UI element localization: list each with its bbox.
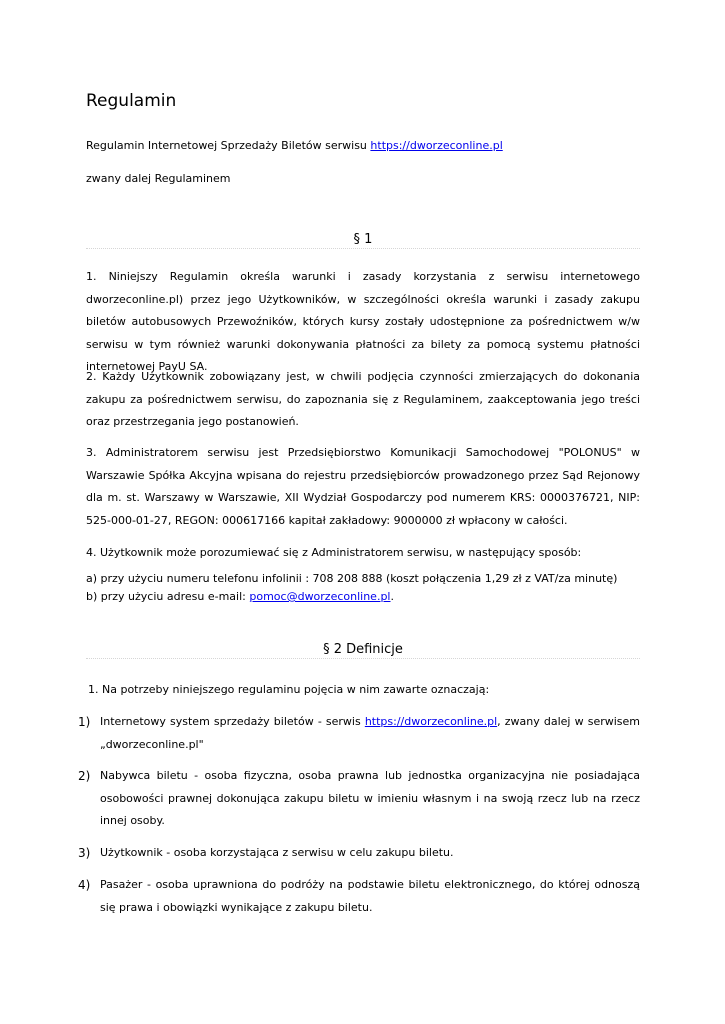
- contact-email-end: .: [390, 590, 394, 603]
- intro-subtitle: zwany dalej Regulaminem: [86, 172, 231, 185]
- definition-text: Użytkownik - osoba korzystająca z serwisu w celu zakupu biletu.: [100, 846, 454, 859]
- contact-email-line: [86, 590, 646, 605]
- definition-item: [78, 874, 640, 919]
- definition-number: 3): [78, 846, 91, 860]
- section-divider: [86, 658, 640, 659]
- definition-item: [78, 711, 640, 756]
- definition-text-part: Internetowy system sprzedaży biletów - serwis: [100, 715, 365, 728]
- section-1-paragraph-3: 3. Administratorem serwisu jest Przedsiębiorstwo Komunikacji Samochodowej "POLONUS" w Warszawie Spółka Akcyjna wpisana do rejestru przedsiębiorców prowadzonego przez Sąd Rejonowy dla m. st. Warszawy w Warszawie, XII Wydział Gospodarczy pod numerem KRS: 0000376721, NIP: 525-000-01-27, REGON: 000617166 kapitał zakładowy: 9000000 zł wpłacony w całości.: [86, 446, 640, 527]
- page-title: Regulamin: [86, 91, 177, 111]
- definition-text-part: , zwany dalej w serwisem „dworzeconline.pl": [100, 715, 640, 751]
- definition-text: Pasażer - osoba uprawniona do podróży na podstawie biletu elektronicznego, do której odnoszą się prawa i obowiązki wynikające z zakupu biletu.: [100, 878, 640, 914]
- contact-phone: a) przy użyciu numeru telefonu infolinii : 708 208 888 (koszt połączenia 1,29 zł z VAT/za minutę): [86, 572, 618, 585]
- section-1-heading: § 1: [353, 232, 373, 247]
- intro-text: Regulamin Internetowej Sprzedaży Biletów serwisu: [86, 139, 371, 152]
- intro-line: [86, 139, 503, 153]
- section-divider: [86, 248, 640, 249]
- definitions-intro: 1. Na potrzeby niniejszego regulaminu pojęcia w nim zawarte oznaczają:: [88, 683, 490, 696]
- section-1-paragraph-1: 1. Niniejszy Regulamin określa warunki i zasady korzystania z serwisu internetowego dworzeconline.pl) przez jego Użytkowników, w szczególności określa warunki i zasady zakupu biletów autobusowych Przewoźników, których kursy zostały udostępnione za pośrednictwem w/w serwisu w tym również warunki dokonywania płatności za bilety za pomocą systemu płatności internetowej PayU SA.: [86, 270, 640, 373]
- definition-number: 2): [78, 769, 91, 783]
- section-1-paragraph-4: 4. Użytkownik może porozumiewać się z Administratorem serwisu, w następujący sposób:: [86, 546, 582, 559]
- section-1-paragraph-2: 2. Każdy Użytkownik zobowiązany jest, w chwili podjęcia czynności zmierzających do dokonania zakupu za pośrednictwem serwisu, do zapoznania się z Regulaminem, zaakceptowania jego treści oraz przestrzegania jego postanowień.: [86, 370, 640, 428]
- site-link[interactable]: https://dworzeconline.pl: [370, 139, 503, 152]
- definition-item: [78, 765, 640, 833]
- definition-item: [78, 842, 640, 865]
- definition-text: Nabywca biletu - osoba fizyczna, osoba prawna lub jednostka organizacyjna nie posiadająca osobowości prawnej dokonująca zakupu biletu w imieniu własnym i na swoją rzecz lub na rzecz innej osoby.: [100, 769, 640, 827]
- definition-number: 1): [78, 715, 91, 729]
- definition-number: 4): [78, 878, 91, 892]
- email-link[interactable]: pomoc@dworzeconline.pl: [249, 590, 391, 603]
- section-2-heading: § 2 Definicje: [323, 642, 403, 657]
- site-link[interactable]: https://dworzeconline.pl: [364, 715, 498, 728]
- definition-text: [100, 711, 640, 756]
- contact-email-label: b) przy użyciu adresu e-mail:: [86, 590, 250, 603]
